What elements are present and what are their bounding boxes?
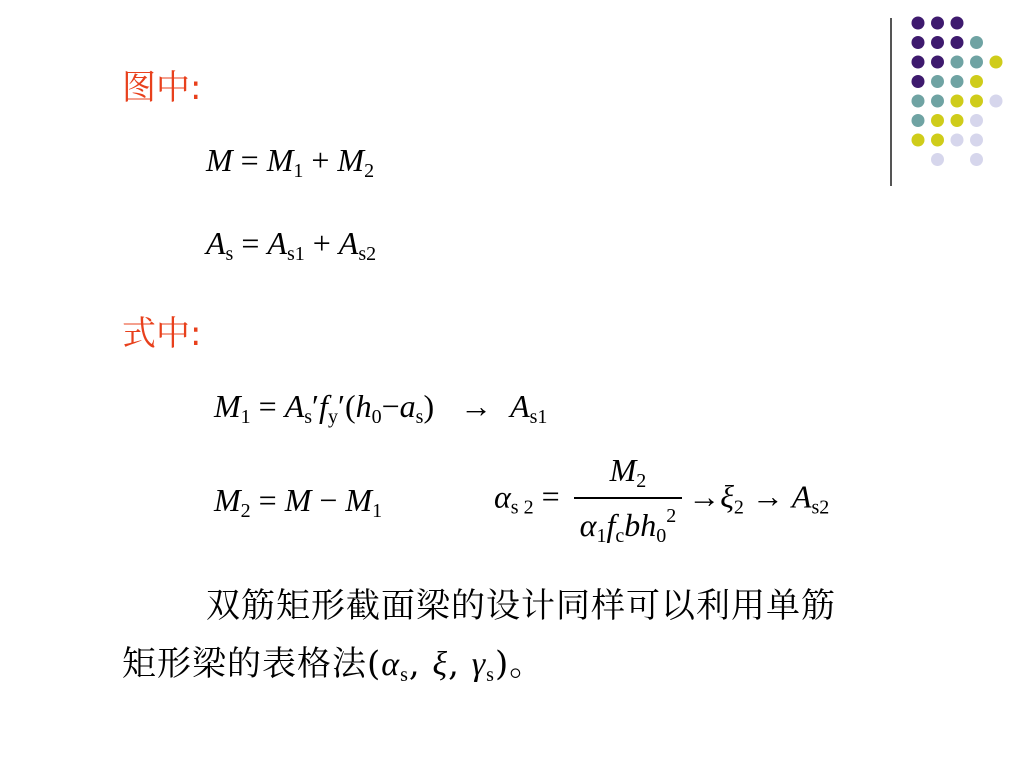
- decor-dot: [931, 36, 944, 49]
- eq1-rhs1: M: [266, 142, 294, 178]
- decor-dot: [970, 134, 983, 147]
- paragraph-line-2: 矩形梁的表格法($\alpha_s$, ξ, $\gamma_s$)。: [122, 644, 545, 686]
- paragraph-gamma-sub: s: [486, 664, 495, 686]
- decor-dot: [912, 95, 925, 108]
- eq3-a-sub: s: [304, 406, 313, 428]
- eq3-as-sub: s: [415, 406, 424, 428]
- decor-dot: [970, 114, 983, 127]
- eq5-den-sup: 2: [666, 505, 677, 527]
- eq5-den-f-sub: c: [615, 525, 625, 547]
- paragraph-xi: ξ: [432, 646, 449, 683]
- decor-dot: [912, 75, 925, 88]
- eq1-lhs: M: [206, 142, 233, 178]
- paragraph-line-1: 双筋矩形截面梁的设计同样可以利用单筋: [206, 586, 836, 626]
- decor-dot: [970, 153, 983, 166]
- eq2-rhs2-sub: s2: [358, 243, 377, 265]
- eq5-den-h-sub: 0: [656, 525, 667, 547]
- eq5-num-sub: 2: [636, 470, 647, 492]
- eq2-rhs1-sub: s1: [286, 243, 305, 265]
- paragraph-line2-prefix: 矩形梁的表格法(: [122, 644, 382, 684]
- paragraph-gamma: γ: [471, 646, 487, 683]
- paragraph-line2-suffix: )。: [494, 644, 545, 684]
- decor-dot: [931, 95, 944, 108]
- decor-dot: [990, 95, 1003, 108]
- eq5-xi: ξ: [720, 478, 734, 515]
- eq5-fraction: [574, 452, 683, 548]
- paragraph-alpha: α: [381, 646, 401, 683]
- eq5-a: A: [791, 478, 812, 515]
- eq4-m1-sub: 1: [372, 500, 383, 522]
- paragraph-alpha-sub: s: [400, 664, 409, 686]
- equation-area-sum: $A_s = A_{s1} + A_{s2}$: [206, 225, 377, 265]
- eq3-h-sub: 0: [371, 406, 382, 428]
- eq2-lhs: A: [206, 225, 226, 261]
- decor-dot: [912, 17, 925, 30]
- eq1-rhs1-sub: 1: [293, 160, 304, 182]
- eq3-f-sub: y: [327, 406, 338, 428]
- decor-dot: [931, 75, 944, 88]
- equation-m1: $M_1 = A_s'f_y'(h_0-a_s) \to A_{s1}$: [214, 388, 548, 428]
- equation-moment-sum: $M = M_1 + M_2$: [206, 142, 375, 182]
- eq3-a: A: [284, 388, 305, 424]
- eq5-alpha: α: [494, 478, 511, 515]
- eq5-den-b: b: [624, 507, 641, 543]
- decor-dot: [931, 17, 944, 30]
- eq2-rhs1: A: [267, 225, 287, 261]
- label-tuzhong: 图中:: [122, 68, 202, 108]
- equation-m2: $M_2 = M - M_1$: [214, 482, 383, 522]
- label-shizhong: 式中:: [122, 314, 202, 354]
- eq5-xi-sub: 2: [733, 496, 744, 519]
- eq4-m2: M: [214, 482, 241, 518]
- decorative-vertical-rule: [890, 18, 892, 186]
- eq5-num: M: [609, 452, 637, 488]
- eq2-lhs-sub: s: [225, 243, 234, 265]
- eq4-m2-sub: 2: [240, 500, 251, 522]
- eq3-result: A: [510, 388, 530, 424]
- decor-dot: [970, 75, 983, 88]
- decor-dot: [931, 153, 944, 166]
- eq5-den-h: h: [640, 507, 657, 543]
- eq4-m1: M: [345, 482, 373, 518]
- decor-dot: [951, 134, 964, 147]
- eq3-m: M: [214, 388, 241, 424]
- equation-alpha-s2: $\alpha_{s 2}$ = $\frac{M_2}{\alpha_1f_cbh_0^2}$ $\to\xi_2 \to A_{s2}$: [494, 452, 830, 547]
- eq5-alpha-sub: s 2: [510, 496, 534, 519]
- eq1-rhs2-sub: 2: [364, 160, 375, 182]
- decor-dot: [931, 114, 944, 127]
- decor-dot: [951, 56, 964, 69]
- eq2-rhs2: A: [338, 225, 359, 261]
- decor-dot: [951, 75, 964, 88]
- eq5-den-alpha-sub: 1: [596, 525, 607, 547]
- eq3-m-sub: 1: [240, 406, 251, 428]
- eq5-a-sub: s2: [811, 496, 830, 519]
- decor-dot: [951, 17, 964, 30]
- decor-dot: [970, 95, 983, 108]
- decor-dot: [990, 56, 1003, 69]
- eq3-f: f: [319, 388, 328, 424]
- decor-dot: [970, 56, 983, 69]
- eq5-den-f: f: [606, 507, 616, 543]
- eq5-den-alpha: α: [579, 507, 597, 543]
- decor-dot: [951, 95, 964, 108]
- eq3-as: a: [399, 388, 416, 424]
- decor-dot: [970, 36, 983, 49]
- eq1-rhs2: M: [337, 142, 365, 178]
- decor-dot: [912, 134, 925, 147]
- decor-dot: [931, 56, 944, 69]
- eq4-m: M: [284, 482, 312, 518]
- decor-dot: [912, 36, 925, 49]
- decor-dot: [951, 36, 964, 49]
- decor-dot: [931, 134, 944, 147]
- decor-dot: [912, 114, 925, 127]
- decor-dot: [912, 56, 925, 69]
- eq3-h: h: [355, 388, 372, 424]
- decor-dot: [951, 114, 964, 127]
- eq3-result-sub: s1: [529, 406, 548, 428]
